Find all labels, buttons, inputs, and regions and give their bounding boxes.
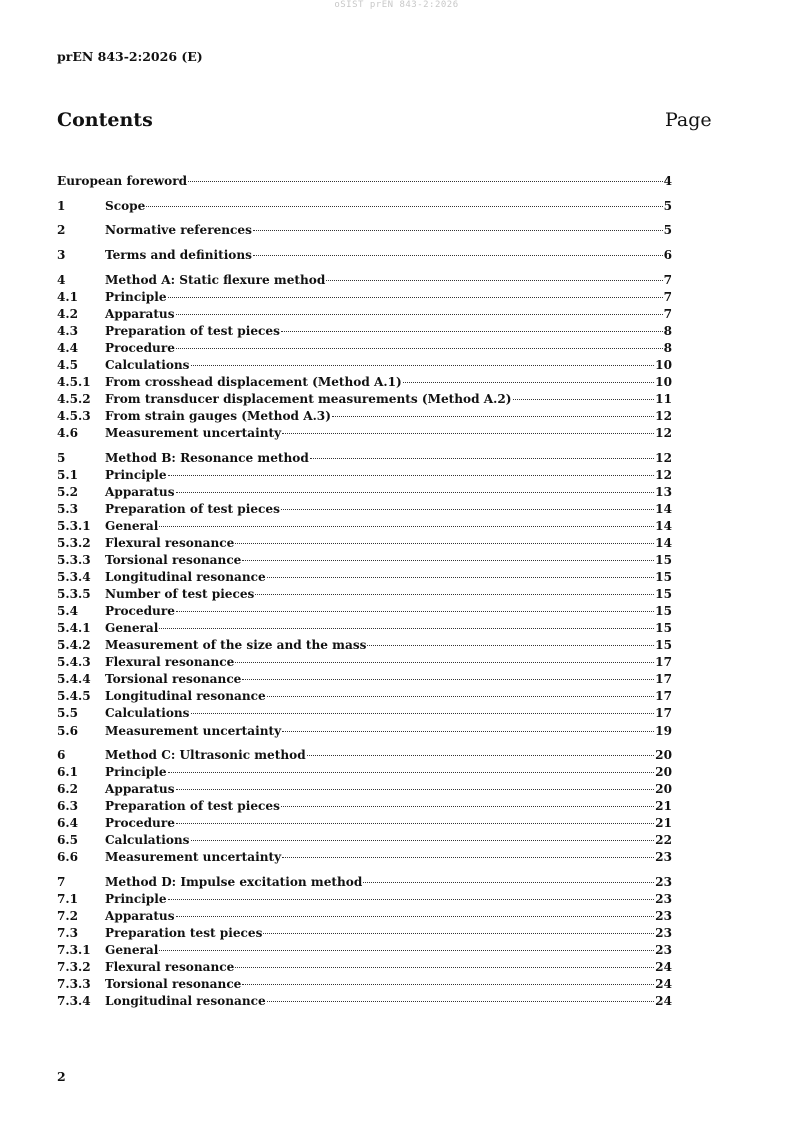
toc-entry-title: Flexural resonance: [105, 655, 235, 670]
toc-entry-title: General: [105, 518, 159, 533]
toc-dot-leader: [282, 857, 654, 858]
toc-dot-leader: [176, 789, 655, 790]
toc-entry-title: From transducer displacement measurements (Method A.2): [105, 392, 512, 406]
toc-entry-page: 21: [655, 799, 672, 814]
toc-dot-leader: [235, 662, 654, 663]
toc-entry-title: General: [105, 621, 159, 636]
toc-entry[interactable]: [57, 248, 672, 264]
toc-entry-number: 6.5: [57, 833, 79, 848]
toc-entry[interactable]: [57, 833, 672, 849]
toc-entry-page: 12: [655, 467, 672, 482]
toc-entry-page: 24: [655, 960, 672, 975]
toc-entry-title: Measurement uncertainty: [105, 723, 282, 738]
toc-dot-leader: [282, 433, 654, 434]
toc-entry-title: Method C: Ultrasonic method: [105, 748, 306, 763]
toc-entry[interactable]: [57, 485, 672, 501]
toc-entry[interactable]: [57, 358, 672, 374]
toc-entry[interactable]: [57, 174, 672, 190]
toc-entry-title: European foreword: [57, 174, 188, 188]
toc-dot-leader: [281, 331, 663, 332]
toc-entry-number: 6.1: [57, 765, 79, 780]
toc-entry-number: 7: [57, 875, 66, 890]
document-id: prEN 843-2:2026 (E): [57, 49, 203, 64]
toc-entry-title: Torsional resonance: [105, 672, 242, 687]
toc-entry-number: 7.2: [57, 909, 79, 924]
toc-entry-page: 7: [663, 289, 672, 304]
toc-entry-number: 6.4: [57, 816, 79, 831]
toc-entry-title: Procedure: [105, 816, 175, 831]
toc-dot-leader: [403, 382, 654, 383]
toc-entry-title: Principle: [105, 467, 167, 482]
toc-entry-title: From strain gauges (Method A.3): [105, 409, 331, 423]
toc-entry-title: Measurement uncertainty: [105, 850, 282, 865]
toc-entry-title: Calculations: [105, 833, 190, 848]
toc-entry-page: 15: [655, 638, 672, 653]
toc-entry[interactable]: [57, 892, 672, 908]
page-number: 2: [57, 1069, 66, 1084]
toc-entry-page: 17: [655, 689, 672, 704]
toc-entry-title: Apparatus: [105, 306, 175, 321]
toc-entry-title: Torsional resonance: [105, 553, 242, 567]
toc-entry[interactable]: [57, 799, 672, 815]
toc-entry-title: Principle: [105, 289, 167, 304]
toc-entry-number: 6.3: [57, 799, 79, 814]
toc-entry-number: 5.2: [57, 484, 79, 499]
toc-dot-leader: [332, 416, 654, 417]
toc-dot-leader: [242, 560, 654, 561]
toc-entry[interactable]: [57, 926, 672, 942]
toc-entry-number: 7.1: [57, 892, 79, 907]
toc-entry[interactable]: [57, 960, 672, 976]
toc-entry[interactable]: [57, 324, 672, 340]
toc-dot-leader: [176, 823, 654, 824]
toc-dot-leader: [235, 543, 654, 544]
toc-entry-page: 17: [655, 655, 672, 670]
toc-dot-leader: [191, 840, 655, 841]
toc-entry-page: 15: [655, 570, 672, 585]
toc-dot-leader: [168, 297, 663, 298]
toc-entry-page: 5: [663, 223, 672, 238]
toc-entry-title: Measurement of the size and the mass: [105, 638, 367, 653]
toc-entry-number: 5.4: [57, 604, 79, 619]
toc-entry-title: Preparation test pieces: [105, 926, 263, 941]
toc-entry-title: Flexural resonance: [105, 536, 235, 550]
toc-entry[interactable]: [57, 426, 672, 442]
toc-entry[interactable]: [57, 994, 672, 1010]
toc-entry-number: 7.3.3: [57, 977, 91, 992]
toc-entry-title: Terms and definitions: [105, 248, 252, 262]
toc-entry-title: Apparatus: [105, 484, 175, 499]
toc-entry-number: 5.4.4: [57, 672, 91, 687]
toc-entry-page: 23: [655, 892, 672, 907]
toc-entry-title: Method A: Static flexure method: [105, 272, 326, 287]
toc-entry-title: Torsional resonance: [105, 977, 242, 992]
toc-dot-leader: [255, 594, 654, 595]
toc-entry[interactable]: [57, 409, 672, 425]
toc-dot-leader: [282, 731, 654, 732]
toc-entry[interactable]: [57, 748, 672, 764]
toc-entry[interactable]: [57, 672, 672, 688]
toc-entry[interactable]: [57, 638, 672, 654]
toc-entry-page: 21: [655, 816, 672, 831]
toc-entry-number: 2: [57, 223, 66, 238]
toc-entry-number: 5.1: [57, 467, 79, 482]
toc-entry-page: 10: [655, 357, 672, 372]
toc-dot-leader: [176, 492, 655, 493]
toc-dot-leader: [267, 1001, 654, 1002]
toc-entry-page: 23: [655, 875, 672, 890]
toc-entry-page: 8: [663, 323, 672, 338]
toc-entry[interactable]: [57, 468, 672, 484]
toc-entry[interactable]: [57, 943, 672, 959]
toc-dot-leader: [267, 696, 654, 697]
toc-entry-number: 5: [57, 450, 66, 465]
toc-entry-title: General: [105, 943, 159, 958]
toc-entry-title: Normative references: [105, 223, 252, 238]
toc-dot-leader: [367, 645, 654, 646]
toc-dot-leader: [235, 967, 654, 968]
toc-entry[interactable]: [57, 689, 672, 705]
toc-entry-title: Calculations: [105, 357, 190, 372]
toc-dot-leader: [159, 526, 654, 527]
toc-entry-number: 4: [57, 272, 66, 287]
toc-dot-leader: [281, 806, 654, 807]
toc-entry-page: 15: [655, 604, 672, 619]
toc-entry[interactable]: [57, 909, 672, 925]
toc-dot-leader: [310, 458, 654, 459]
toc-entry-page: 8: [663, 340, 672, 355]
toc-entry-number: 7.3.2: [57, 960, 91, 975]
toc-entry-page: 20: [655, 782, 672, 797]
toc-entry-title: Procedure: [105, 604, 175, 619]
toc-entry-number: 4.3: [57, 323, 79, 338]
toc-entry[interactable]: [57, 392, 672, 408]
toc-entry-title: Calculations: [105, 706, 190, 721]
toc-entry-number: 5.4.3: [57, 655, 91, 670]
toc-entry[interactable]: [57, 816, 672, 832]
toc-entry[interactable]: [57, 587, 672, 603]
toc-entry[interactable]: [57, 570, 672, 586]
toc-entry-title: Principle: [105, 892, 167, 907]
toc-entry[interactable]: [57, 604, 672, 620]
toc-entry-number: 5.3.2: [57, 536, 91, 550]
toc-entry-number: 4.5: [57, 357, 79, 372]
toc-entry-title: Method D: Impulse excitation method: [105, 875, 363, 890]
toc-dot-leader: [168, 475, 655, 476]
toc-dot-leader: [263, 933, 654, 934]
toc-entry[interactable]: [57, 290, 672, 306]
toc-dot-leader: [253, 230, 663, 231]
toc-entry-title: Longitudinal resonance: [105, 689, 266, 704]
toc-entry-page: 22: [655, 833, 672, 848]
toc-entry-page: 11: [655, 392, 672, 406]
toc-entry-title: Scope: [105, 198, 146, 213]
toc-entry-title: Principle: [105, 765, 167, 780]
toc-entry-number: 5.5: [57, 706, 79, 721]
toc-entry-number: 4.5.1: [57, 374, 91, 389]
toc-entry-title: Procedure: [105, 340, 175, 355]
toc-dot-leader: [281, 509, 654, 510]
toc-dot-leader: [176, 348, 663, 349]
toc-entry-page: 23: [655, 909, 672, 924]
toc-entry-page: 13: [655, 484, 672, 499]
toc-entry-number: 4.2: [57, 306, 79, 321]
toc-entry-title: Longitudinal resonance: [105, 570, 266, 585]
toc-dot-leader: [176, 611, 654, 612]
toc-dot-leader: [188, 181, 662, 182]
watermark: oSIST prEN 843-2:2026: [334, 0, 459, 10]
toc-entry-page: 23: [655, 943, 672, 958]
toc-entry[interactable]: [57, 307, 672, 323]
toc-dot-leader: [307, 755, 654, 756]
toc-entry-title: Flexural resonance: [105, 960, 235, 975]
toc-dot-leader: [513, 399, 655, 400]
toc-entry[interactable]: [57, 223, 672, 239]
toc-entry-number: 6.6: [57, 850, 79, 865]
toc-entry-page: 23: [655, 926, 672, 941]
toc-entry[interactable]: [57, 875, 672, 891]
toc-dot-leader: [168, 899, 655, 900]
toc-dot-leader: [363, 882, 654, 883]
toc-entry-number: 5.4.5: [57, 689, 91, 704]
toc-dot-leader: [242, 679, 654, 680]
toc-entry-number: 5.3.1: [57, 518, 91, 533]
toc-entry-number: 4.5.3: [57, 409, 91, 423]
toc-entry-page: 20: [655, 748, 672, 763]
toc-entry-page: 14: [655, 518, 672, 533]
toc-entry[interactable]: [57, 451, 672, 467]
toc-entry-number: 7.3: [57, 926, 79, 941]
toc-dot-leader: [159, 950, 654, 951]
toc-entry-page: 20: [655, 765, 672, 780]
toc-entry-number: 5.6: [57, 723, 79, 738]
toc-entry[interactable]: [57, 765, 672, 781]
toc-entry-title: Measurement uncertainty: [105, 426, 282, 441]
toc-entry-title: Preparation of test pieces: [105, 799, 280, 814]
toc-entry[interactable]: [57, 782, 672, 798]
toc-entry-page: 5: [663, 198, 672, 213]
toc-entry-page: 10: [655, 374, 672, 389]
toc-entry-number: 5.3.3: [57, 553, 91, 567]
toc-entry[interactable]: [57, 502, 672, 518]
toc-entry[interactable]: [57, 621, 672, 637]
toc-entry-number: 7.3.4: [57, 994, 91, 1009]
toc-entry[interactable]: [57, 519, 672, 535]
toc-entry-title: Apparatus: [105, 782, 175, 797]
toc-dot-leader: [267, 577, 654, 578]
toc-entry[interactable]: [57, 977, 672, 993]
toc-entry-page: 7: [663, 272, 672, 287]
toc-entry-number: 6.2: [57, 782, 79, 797]
toc-entry[interactable]: [57, 706, 672, 722]
toc-entry-title: Preparation of test pieces: [105, 323, 280, 338]
toc-entry-title: Number of test pieces: [105, 587, 255, 602]
toc-entry-number: 5.4.1: [57, 621, 91, 636]
toc-entry-number: 6: [57, 748, 66, 763]
toc-entry[interactable]: [57, 655, 672, 671]
toc-dot-leader: [242, 984, 654, 985]
toc-entry-page: 6: [663, 248, 672, 262]
toc-entry-page: 23: [655, 850, 672, 865]
toc-dot-leader: [326, 280, 662, 281]
toc-entry[interactable]: [57, 199, 672, 215]
toc-dot-leader: [146, 206, 662, 207]
toc-dot-leader: [176, 916, 655, 917]
toc-entry-page: 14: [655, 536, 672, 550]
toc-entry[interactable]: [57, 341, 672, 357]
toc-entry-page: 17: [655, 706, 672, 721]
toc-entry-number: 7.3.1: [57, 943, 91, 958]
toc-entry[interactable]: [57, 724, 672, 740]
toc-entry-number: 4.6: [57, 426, 79, 441]
toc-entry-page: 15: [655, 587, 672, 602]
toc-entry-number: 4.4: [57, 340, 79, 355]
toc-dot-leader: [168, 772, 655, 773]
toc-entry-number: 5.4.2: [57, 638, 91, 653]
toc-entry-page: 17: [655, 672, 672, 687]
toc-entry-page: 14: [655, 501, 672, 516]
toc-dot-leader: [191, 365, 655, 366]
toc-entry-page: 24: [655, 977, 672, 992]
toc-entry-number: 5.3.4: [57, 570, 91, 585]
toc-entry-title: Apparatus: [105, 909, 175, 924]
toc-dot-leader: [176, 314, 663, 315]
toc-entry-title: Preparation of test pieces: [105, 501, 280, 516]
toc-entry-number: 1: [57, 198, 66, 213]
toc-entry-title: From crosshead displacement (Method A.1): [105, 374, 402, 389]
toc-entry-title: Method B: Resonance method: [105, 450, 309, 465]
toc-entry-page: 15: [655, 553, 672, 567]
toc-entry-number: 4.5.2: [57, 392, 91, 406]
toc-entry-page: 15: [655, 621, 672, 636]
toc-entry-number: 3: [57, 248, 66, 262]
toc-entry-page: 12: [655, 450, 672, 465]
toc-entry-number: 5.3.5: [57, 587, 91, 602]
toc-entry-number: 5.3: [57, 501, 79, 516]
toc-entry[interactable]: [57, 553, 672, 569]
contents-title: Contents: [57, 109, 153, 131]
toc-entry-page: 24: [655, 994, 672, 1009]
toc-entry[interactable]: [57, 536, 672, 552]
toc-dot-leader: [253, 255, 663, 256]
toc-entry[interactable]: [57, 850, 672, 866]
toc-entry-page: 19: [655, 723, 672, 738]
toc-dot-leader: [191, 713, 655, 714]
toc-entry-number: 4.1: [57, 289, 79, 304]
page-column-heading: Page: [665, 109, 712, 131]
toc-entry-title: Longitudinal resonance: [105, 994, 266, 1009]
toc-entry-page: 12: [655, 426, 672, 441]
toc-dot-leader: [159, 628, 654, 629]
toc-entry-page: 4: [663, 174, 672, 188]
toc-entry-page: 12: [655, 409, 672, 423]
toc-entry[interactable]: [57, 375, 672, 391]
toc-entry[interactable]: [57, 273, 672, 289]
toc-entry-page: 7: [663, 306, 672, 321]
